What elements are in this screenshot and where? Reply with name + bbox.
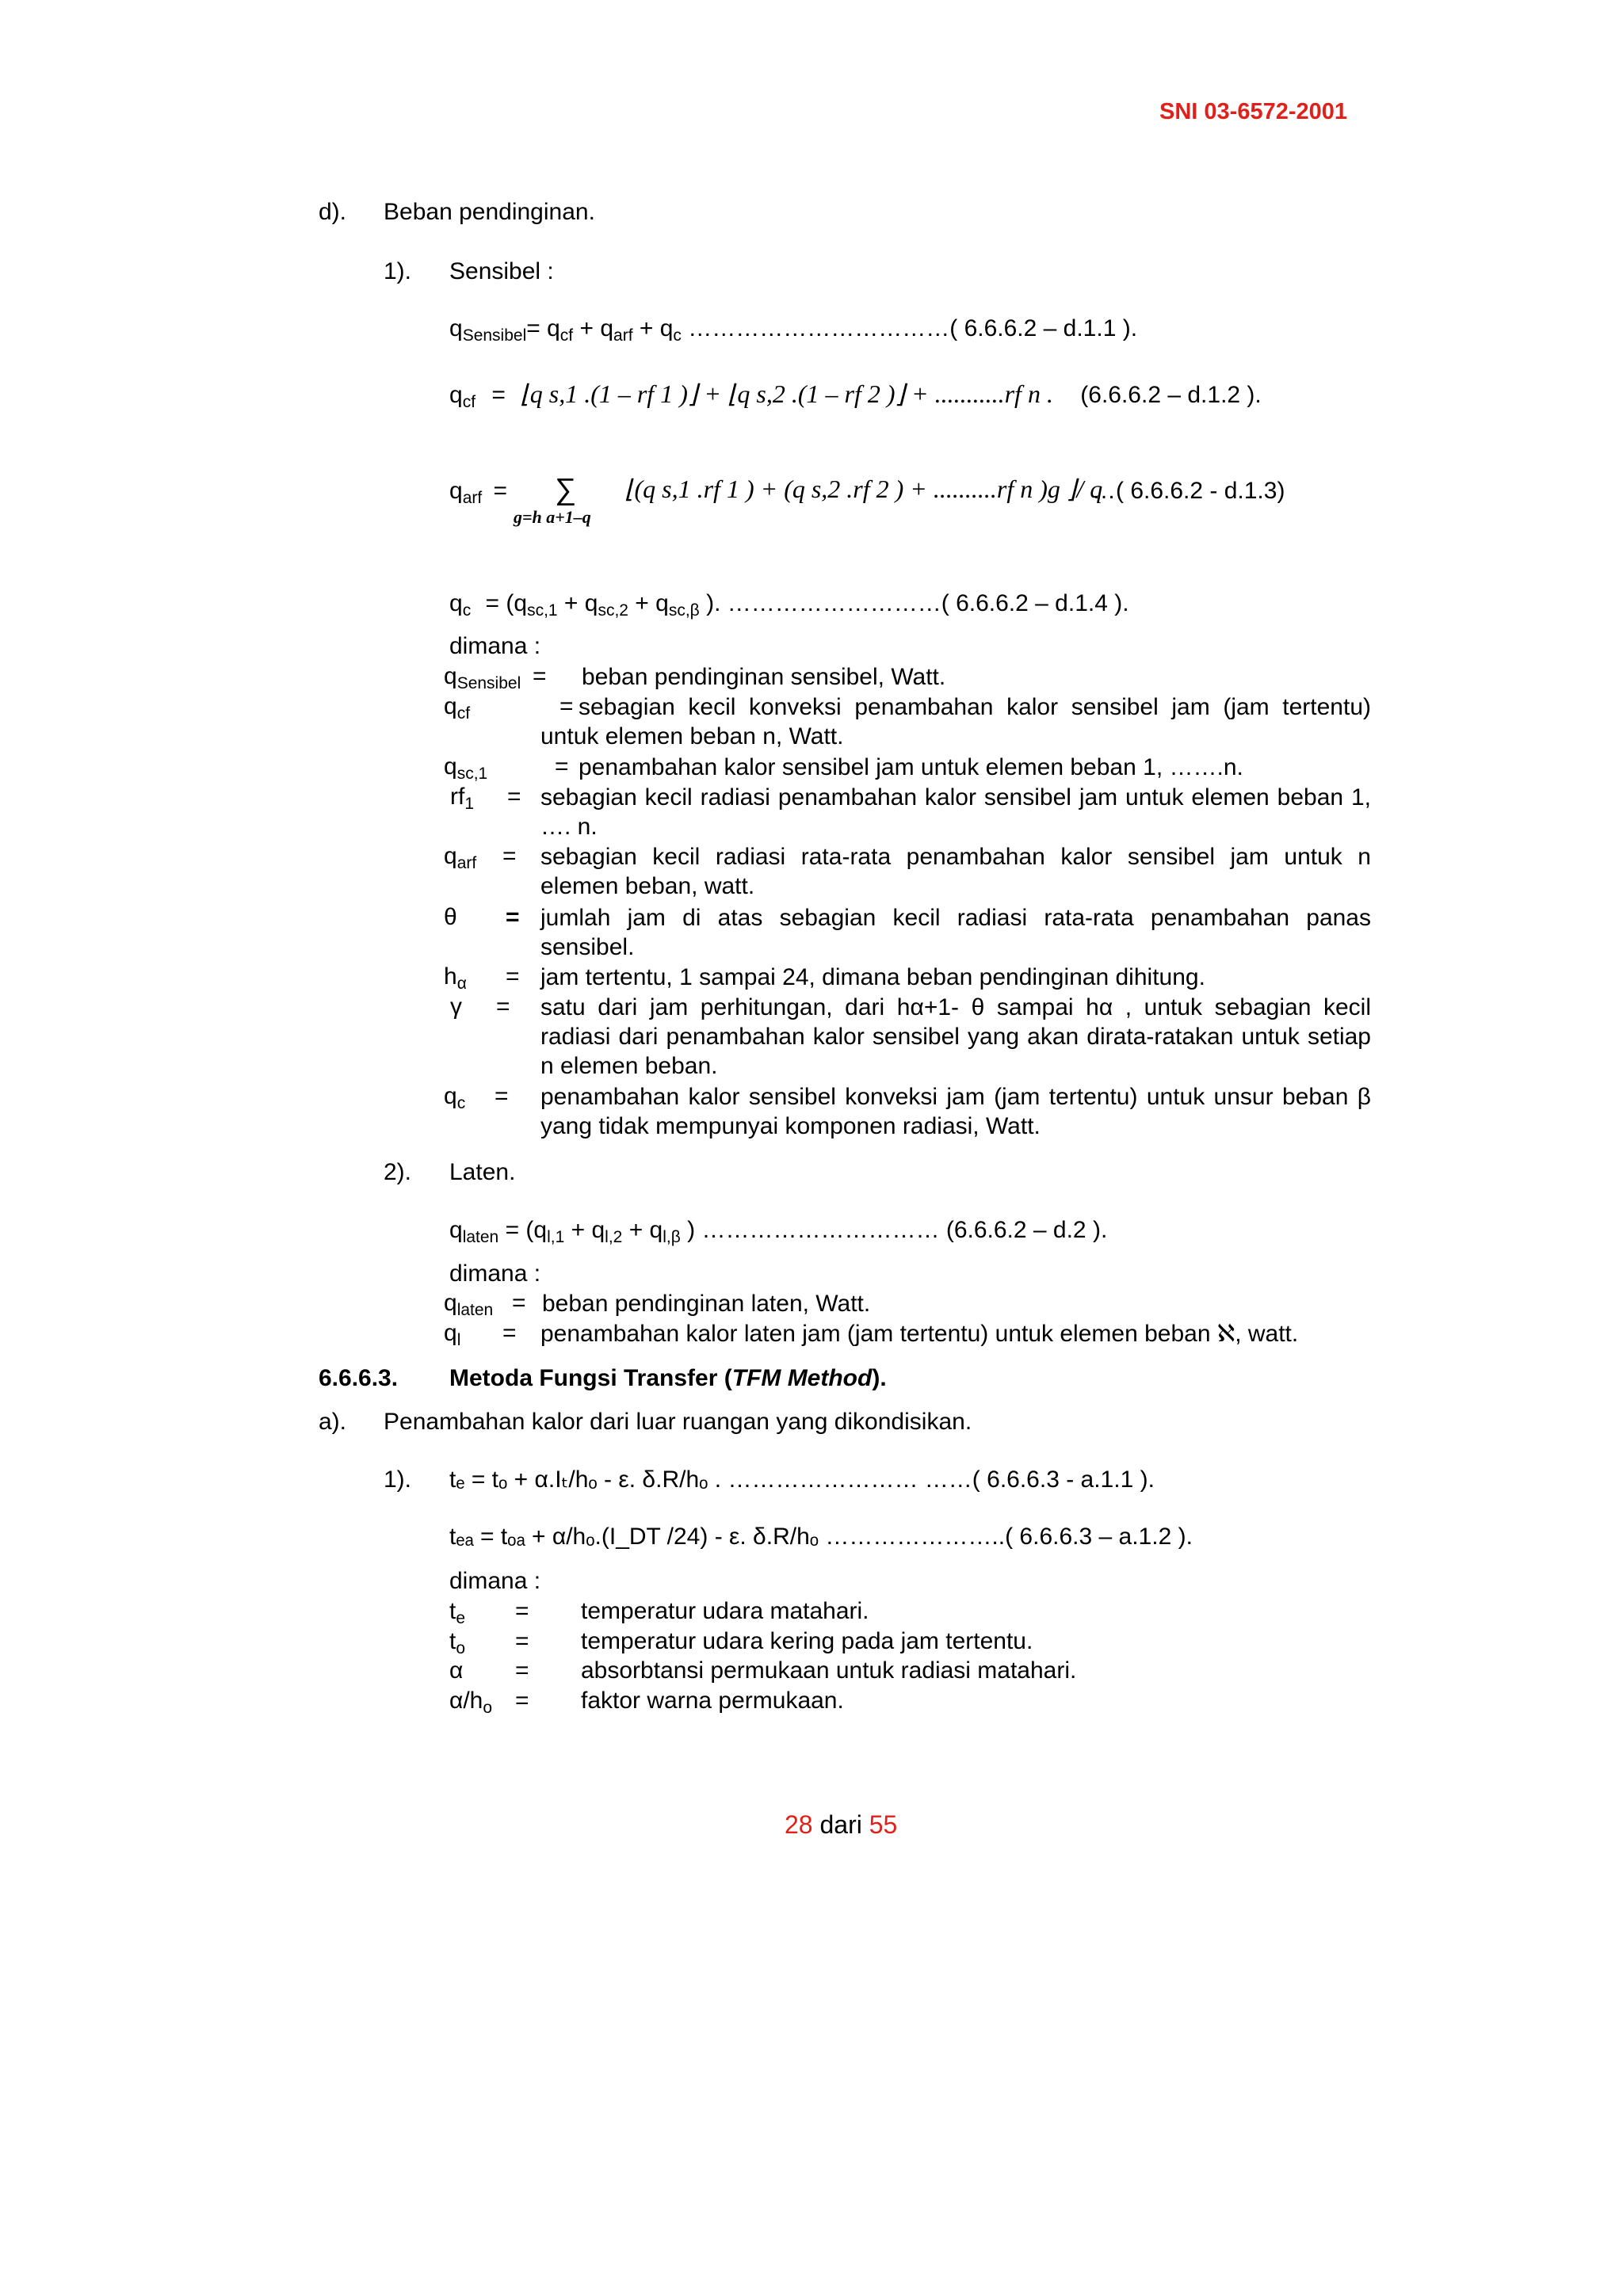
- definition-te: $t_e$: [449, 1598, 466, 1627]
- definition-alpha-ho: $\alpha/h_o$: [449, 1688, 493, 1717]
- definition-alpha: α: [449, 1657, 464, 1684]
- page-number: 28: [785, 1810, 813, 1839]
- section-6663-title: Metoda Fungsi Transfer (TFM Method).: [449, 1365, 887, 1391]
- definition-alpha-eq: =: [515, 1657, 529, 1684]
- section-a-label: a).: [319, 1409, 347, 1435]
- section-a-dimana: dimana :: [449, 1568, 541, 1594]
- equation-d-1-3-lhs: $q_{arf}$ =: [449, 478, 508, 507]
- section-a-title: Penambahan kalor dari luar ruangan yang dikondisikan.: [384, 1409, 972, 1435]
- definition-to-text: temperatur udara kering pada jam tertentu.: [581, 1628, 1033, 1654]
- definition-te-eq: =: [515, 1598, 529, 1624]
- equation-d-2: $q_{laten} = (q_{l,1} + q_{l,2} + q_{l,\beta}$ ) ………………………… (6.6.6.2 – d.2 ).: [449, 1217, 1108, 1246]
- definition-to-eq: =: [515, 1628, 529, 1654]
- equation-d-1-2: $q_{cf}$ = ⌊q s,1 .(1 – rf 1 )⌋ + ⌊q s,2 .(1 – rf 2 )⌋ + ...........rf n . (6.6.6.2 – d.1.2 ).: [449, 379, 1262, 411]
- definition-to: $t_o$: [449, 1628, 466, 1657]
- section-d-label: d).: [319, 199, 347, 225]
- summation-limits: g=h a+1–q: [514, 507, 591, 527]
- equation-d-1-1: $q_{Sensibel}= q_{cf} + q_{arf} + q_c$ ……………………………( 6.6.6.2 – d.1.1 ).: [449, 315, 1138, 345]
- equation-d-1-3-reference: …( 6.6.6.2 - d.1.3): [1092, 478, 1285, 504]
- equation-d-1-2-expression: ⌊q s,1 .(1 – rf 1 )⌋ + ⌊q s,2 .(1 – rf 2 )⌋ + ...........rf n .: [520, 379, 1053, 408]
- definition-alpha-text: absorbtansi permukaan untuk radiasi matahari.: [581, 1657, 1077, 1684]
- definition-alpha-ho-eq: =: [515, 1688, 529, 1714]
- sensibel-dimana: dimana :: [449, 633, 541, 659]
- document-code: SNI 03-6572-2001: [1159, 99, 1347, 124]
- equation-a-1-1: tₑ = tₒ + α.Iₜ/hₒ - ε. δ.R/hₒ . …………………… ……( 6.6.6.3 - a.1.1 ).: [449, 1466, 1155, 1493]
- laten-dimana: dimana :: [449, 1261, 541, 1287]
- equation-d-1-4: $q_c = (q_{sc,1} + q_{sc,2} + q_{sc,\beta}$ ). ………………………( 6.6.6.2 – d.1.4 ).: [449, 590, 1129, 620]
- definition-alpha-ho-text: faktor warna permukaan.: [581, 1688, 844, 1714]
- summation-symbol: ∑: [555, 473, 577, 506]
- section-6663-number: 6.6.6.3.: [319, 1365, 399, 1391]
- equation-d-1-3-expression: ⌊(q s,1 .rf 1 ) + (q s,2 .rf 2 ) + ..........rf n )g ⌋/ q: [624, 475, 1103, 503]
- page-footer: 28 dari 55: [785, 1810, 898, 1839]
- laten-label: 2).: [384, 1159, 412, 1185]
- section-a-item-label: 1).: [384, 1466, 412, 1493]
- section-d-title: Beban pendinginan.: [384, 199, 595, 225]
- sensibel-title: Sensibel :: [449, 258, 554, 284]
- laten-title: Laten.: [449, 1159, 516, 1185]
- page-total: 55: [869, 1810, 898, 1839]
- definition-te-text: temperatur udara matahari.: [581, 1598, 869, 1624]
- equation-a-1-2: tₑₐ = tₒₐ + α/hₒ.(I_DT /24) - ε. δ.R/hₒ …………………..( 6.6.6.3 – a.1.2 ).: [449, 1524, 1193, 1550]
- sensibel-label: 1).: [384, 258, 412, 284]
